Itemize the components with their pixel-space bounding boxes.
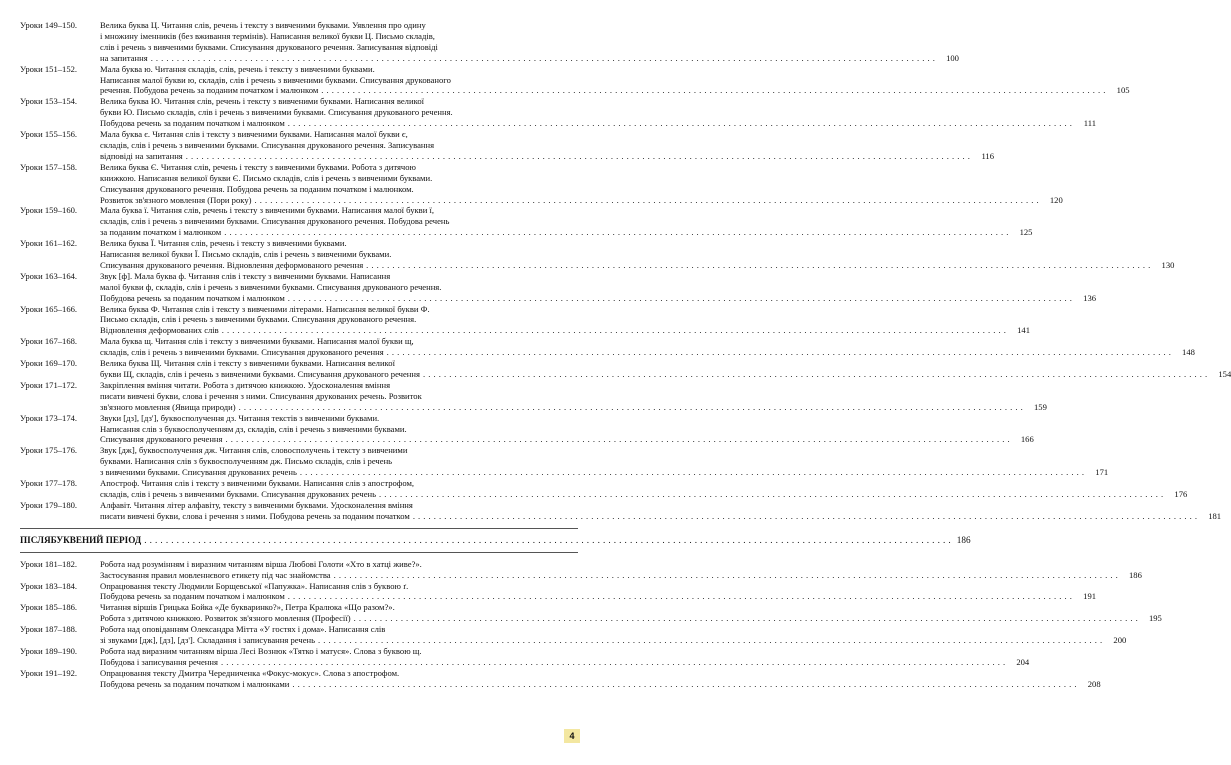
description-text: Побудова речень за поданим початком і малюнком [100, 591, 285, 602]
lesson-description [100, 558, 1142, 581]
description-line [100, 510, 1222, 522]
toc-entry[interactable] [20, 20, 959, 64]
dot-leader: ...................................................................................................................................................... [292, 678, 1080, 689]
description-line: Списування друкованого речення. Побудова речень за поданим початком і малюнком. [100, 183, 414, 194]
page-ref: 154 [1218, 369, 1231, 379]
description-text: Списування друкованого речення [100, 434, 223, 445]
lesson-description [100, 303, 1031, 337]
description-line: буквами. Написання слів з буквосполученням дж. Письмо складів, слів і речень [100, 456, 393, 467]
lesson-description [100, 624, 1127, 646]
lesson-number: Уроки 171–172. [20, 379, 78, 390]
dot-leader: ...................................................................................................................................................... [287, 292, 1076, 303]
page-ref: 208 [1087, 678, 1101, 689]
description-line [100, 118, 1097, 129]
description-line: складів, слів і речень з вивченими буквами. Списування друкованого речення. Записування [100, 139, 435, 150]
description-text: Робота з дитячою книжкою. Розвиток зв'язного мовлення (Професії) [100, 613, 351, 624]
dot-leader: ...................................................................................................................................................... [412, 510, 1201, 521]
description-line: малої букви ф, складів, слів і речень з вивченими буквами. Списування друкованого речення. [100, 281, 442, 292]
description-line [100, 259, 1175, 271]
section-heading [20, 534, 971, 546]
toc-entry[interactable] [20, 580, 1097, 603]
page-ref: 176 [1174, 488, 1188, 499]
lesson-number: Уроки 155–156. [20, 129, 78, 140]
toc-entry[interactable] [20, 129, 995, 162]
dot-leader: ...................................................................................................................................................... [221, 325, 1010, 336]
description-text: за поданим початком і малюнком [100, 227, 222, 238]
toc-entry[interactable] [20, 358, 1231, 380]
description-text: Відновлення деформованих слів [100, 325, 219, 336]
description-text: Застосування правил мовленнєвого етикету під час знайомства [100, 569, 331, 580]
dot-leader: ...................................................................................................................................................... [299, 467, 1088, 478]
description-line [100, 656, 1030, 668]
lesson-number: Уроки 161–162. [20, 238, 78, 249]
lesson-description [100, 63, 1130, 97]
description-line: Робота над виразним читанням вірша Лесі Вознюк «Тятко і матуся». Слова з буквою щ. [100, 645, 422, 656]
description-line: Велика буква Є. Читання слів, речень і тексту з вивченими буквами. Робота з дитячою [100, 161, 416, 172]
dot-leader: ...................................................................................................................................................... [318, 635, 1106, 646]
page-ref: 166 [1020, 434, 1034, 445]
description-line: і множину іменників (без вживання термінів). Написання великої букви Ц. Письмо складів, [100, 30, 435, 41]
description-text: речення. Побудова речень за поданим початком і малюнком [100, 85, 319, 96]
description-line: складів, слів і речень з вивченими буквами. Списування друкованого речення. Побудова речень [100, 216, 450, 227]
description-line [100, 569, 1142, 581]
toc-part-post-alphabet [20, 558, 1162, 690]
lesson-description [100, 238, 1175, 271]
description-line [100, 194, 1063, 206]
section-divider [20, 528, 578, 529]
lesson-number: Уроки 187–188. [20, 624, 78, 635]
page-ref: 130 [1161, 259, 1175, 270]
page-ref: 136 [1083, 292, 1097, 303]
description-line: Мала буква ї. Читання слів, речень і тексту з вивченими буквами. Написання малої букви ї, [100, 205, 435, 216]
page-ref: 141 [1017, 325, 1031, 336]
toc-entry[interactable] [20, 63, 1130, 97]
dot-leader: ...................................................................................................................................................... [287, 591, 1076, 602]
description-line [100, 325, 1031, 336]
lesson-description [100, 20, 959, 64]
page-ref: 116 [981, 150, 995, 161]
description-line: Звук [дж], буквосполучення дж. Читання слів, словосполучень і тексту з вивченими [100, 445, 408, 456]
page-ref: 120 [1049, 194, 1063, 205]
dot-leader: ...................................................................................................................................................... [225, 434, 1013, 445]
page-ref: 200 [1113, 635, 1127, 646]
lesson-description [100, 205, 1033, 238]
description-line: Закріплення вміння читати. Робота з дитячою книжкою. Удосконалення вміння [100, 379, 391, 390]
dot-leader: ...................................................................................................................................................... [185, 150, 974, 161]
description-line: Велика буква Щ. Читання слів і тексту з вивченими буквами. Написання великої [100, 358, 395, 369]
description-line: Написання малої букви ю, складів, слів і речень з вивченими буквами. Списування друкованого [100, 74, 451, 85]
page-ref: 148 [1182, 347, 1195, 358]
description-line: Мала буква щ. Читання слів і тексту з вивченими буквами. Написання малої букви щ, [100, 336, 414, 347]
section-divider [20, 552, 578, 553]
lesson-description [100, 358, 1231, 380]
description-line: Велика буква Ї. Читання слів, речень і тексту з вивченими буквами. [100, 238, 347, 249]
description-line [100, 613, 1162, 624]
description-line [100, 369, 1231, 380]
toc-entry[interactable] [20, 96, 1097, 129]
lesson-number: Уроки 177–178. [20, 478, 78, 489]
toc-entry[interactable] [20, 499, 1222, 522]
lesson-description [100, 270, 1097, 304]
description-line: Робота над розумінням і виразним читанням вірша Любові Голоти «Хто в хатці живе?». [100, 558, 422, 569]
lesson-description [100, 478, 1188, 500]
lesson-number: Уроки 183–184. [20, 580, 78, 591]
description-line: писати вивчені букви, слова і речення з ними. Списування друкованих речень. Розвиток [100, 390, 422, 401]
description-line: Велика буква Ц. Читання слів, речень і тексту з вивченими буквами. Уявлення про одину [100, 20, 426, 30]
page-ref: 195 [1148, 613, 1162, 624]
toc-entry[interactable] [20, 379, 1047, 413]
page-ref: 171 [1095, 467, 1109, 478]
page-ref: 111 [1083, 118, 1097, 129]
lesson-number: Уроки 185–186. [20, 602, 78, 613]
toc-entry[interactable] [20, 445, 1109, 478]
toc-entry[interactable] [20, 602, 1162, 624]
dot-leader: ...................................................................................................................................................... [321, 85, 1109, 96]
toc-entry[interactable] [20, 667, 1101, 690]
description-text: писати вивчені букви, слова і речення з ними. Побудова речень за поданим початком [100, 510, 410, 521]
lesson-number: Уроки 167–168. [20, 336, 78, 347]
description-line [100, 347, 1195, 358]
description-line [100, 85, 1130, 96]
page-ref: 191 [1083, 591, 1097, 602]
description-text: зв'язного мовлення (Явища природи) [100, 401, 236, 412]
description-line: букви Ю. Письмо складів, слів і речень з вивченими буквами. Списування друкованого речення. [100, 107, 453, 118]
description-line: слів і речень з вивченими буквами. Списування друкованого речення. Записування відповіді [100, 41, 438, 52]
lesson-number: Уроки 175–176. [20, 445, 78, 456]
lesson-description [100, 161, 1063, 206]
description-line: Алфавіт. Читання літер алфавіту, тексту з вивченими буквами. Удосконалення вміння [100, 499, 413, 510]
toc-entry[interactable] [20, 624, 1127, 646]
description-line [100, 401, 1047, 413]
description-line [100, 467, 1109, 478]
description-line [100, 635, 1127, 646]
description-line: Написання слів з буквосполученням дз, складів, слів і речень з вивченими буквами. [100, 423, 407, 434]
lesson-number: Уроки 157–158. [20, 161, 78, 172]
description-text: складів, слів і речень з вивченими буквами. Списування друкованих речень [100, 488, 377, 499]
description-text: Списування друкованого речення. Відновлення деформованого речення [100, 259, 364, 270]
lesson-number: Уроки 151–152. [20, 63, 78, 74]
section-page: 186 [956, 534, 971, 545]
page-ref: 159 [1033, 401, 1047, 412]
page-ref: 186 [1129, 569, 1142, 580]
lesson-number: Уроки 165–166. [20, 303, 78, 314]
toc-entry[interactable] [20, 238, 1175, 271]
dot-leader: ...................................................................................................................................................... [224, 227, 1012, 238]
page-ref: 204 [1016, 656, 1030, 667]
description-line: Мала буква ю. Читання складів, слів, речень і тексту з вивченими буквами. [100, 63, 375, 74]
lesson-description [100, 129, 995, 162]
dot-leader: ...................................................................................................................................................... [366, 259, 1154, 270]
description-text: складів, слів і речень з вивченими буквами. Списування друкованого речення [100, 347, 384, 358]
lesson-description [100, 445, 1109, 478]
description-line: Звуки [дз], [дз'], буквосполучення дз. Читання текстів з вивченими буквами. [100, 412, 380, 423]
description-line: Звук [ф]. Мала буква ф. Читання слів і тексту з вивченими буквами. Написання [100, 270, 391, 281]
description-line: Велика буква Ю. Читання слів, речень і тексту з вивченими буквами. Написання великої [100, 96, 424, 107]
dot-leader: ...................................................................................................................................................... [144, 534, 954, 545]
description-line: Читання віршів Грицька Бойка «Де букваринко?», Петра Кралюка «Що разом?». [100, 602, 395, 613]
lesson-number: Уроки 173–174. [20, 412, 78, 423]
lesson-number: Уроки 149–150. [20, 20, 78, 30]
dot-leader: ...................................................................................................................................................... [254, 194, 1042, 205]
page-ref: 125 [1019, 227, 1033, 238]
description-line [100, 52, 959, 64]
toc-entry[interactable] [20, 412, 1034, 446]
description-line: Апостроф. Читання слів і тексту з вивченими буквами. Написання слів з апострофом, [100, 478, 415, 489]
description-text: відповіді на запитання [100, 150, 183, 161]
dot-leader: ...................................................................................................................................................... [379, 488, 1167, 499]
description-line: Написання великої букви Ї. Письмо складів, слів і речень з вивченими буквами. [100, 249, 392, 260]
description-line: Робота над оповіданням Олександра Мітта «У гостях і дома». Написання слів [100, 624, 386, 635]
toc-part-alphabet [20, 20, 1231, 522]
toc-entry[interactable] [20, 645, 1030, 668]
description-text: з вивченими буквами. Списування друкованих речень [100, 467, 297, 478]
page-ref: 181 [1208, 510, 1222, 521]
lesson-description [100, 602, 1162, 624]
description-line: Опрацювання тексту Дмитра Чередниченка «Фокус-мокус». Слова з апострофом. [100, 667, 400, 678]
lesson-description [100, 379, 1047, 413]
lesson-description [100, 499, 1222, 522]
lesson-number: Уроки 159–160. [20, 205, 78, 216]
toc-entry[interactable] [20, 478, 1188, 500]
lesson-description [100, 96, 1097, 129]
description-text: Побудова і записування речення [100, 656, 218, 667]
description-line: книжкою. Написання великої букви Є. Письмо складів, слів і речень з вивченими буквами. [100, 172, 433, 183]
dot-leader: ...................................................................................................................................................... [287, 118, 1076, 129]
dot-leader: ...................................................................................................................................................... [220, 656, 1009, 667]
toc-entry[interactable] [20, 205, 1033, 238]
dot-leader: ...................................................................................................................................................... [238, 401, 1026, 412]
description-line [100, 591, 1097, 602]
description-line [100, 227, 1033, 238]
lesson-number: Уроки 181–182. [20, 558, 78, 569]
dot-leader: ...................................................................................................................................................... [353, 613, 1141, 624]
description-line: Опрацювання тексту Людмили Борщевської «Папужка». Написання слів з буквою ґ. [100, 580, 409, 591]
description-line [100, 678, 1101, 690]
lesson-description [100, 412, 1034, 446]
page-ref: 100 [946, 52, 959, 63]
toc-entry[interactable] [20, 161, 1063, 206]
lesson-number: Уроки 163–164. [20, 270, 78, 281]
page-ref: 105 [1116, 85, 1130, 96]
description-line [100, 434, 1034, 445]
description-line: Мала буква є. Читання слів і тексту з вивченими буквами. Написання малої букви є, [100, 129, 408, 140]
description-text: Побудова речень за поданим початком і малюнком [100, 118, 285, 129]
description-line [100, 292, 1097, 304]
lesson-number: Уроки 169–170. [20, 358, 78, 369]
dot-leader: ...................................................................................................................................................... [422, 369, 1211, 379]
description-text: Розвиток зв'язного мовлення (Пори року) [100, 194, 252, 205]
toc-entry[interactable] [20, 558, 1142, 581]
toc-entry[interactable] [20, 303, 1031, 337]
lesson-description [100, 580, 1097, 603]
description-text: зі звуками [дж], [дз], [дз']. Складання і записування речень [100, 635, 316, 646]
description-line [100, 150, 995, 162]
description-line [100, 488, 1188, 500]
toc-entry[interactable] [20, 270, 1097, 304]
lesson-description [100, 336, 1195, 358]
dot-leader: ...................................................................................................................................................... [333, 569, 1121, 580]
lesson-number: Уроки 179–180. [20, 499, 78, 510]
lesson-number: Уроки 153–154. [20, 96, 78, 107]
dot-leader: ...................................................................................................................................................... [150, 52, 938, 63]
lesson-description [100, 645, 1030, 668]
lesson-number: Уроки 191–192. [20, 667, 78, 678]
description-text: Побудова речень за поданим початком і малюнком [100, 292, 285, 303]
section-title: ПІСЛЯБУКВЕНИЙ ПЕРІОД [20, 534, 142, 545]
table-of-contents [20, 20, 1231, 690]
description-text: Побудова речень за поданим початком і малюнками [100, 678, 290, 689]
toc-entry[interactable] [20, 336, 1195, 358]
lesson-number: Уроки 189–190. [20, 645, 78, 656]
description-text: на запитання [100, 52, 148, 63]
lesson-description [100, 667, 1101, 690]
dot-leader: ...................................................................................................................................................... [386, 347, 1174, 358]
description-line: Письмо складів, слів і речень з вивченими буквами. Списування друкованого речення. [100, 314, 417, 325]
page-number: 4 [564, 729, 580, 743]
description-text: букви Щ, складів, слів і речень з вивченими буквами. Списування друкованого речення [100, 369, 420, 379]
description-line: Велика буква Ф. Читання слів і тексту з вивченими літерами. Написання великої букви Ф. [100, 303, 430, 314]
